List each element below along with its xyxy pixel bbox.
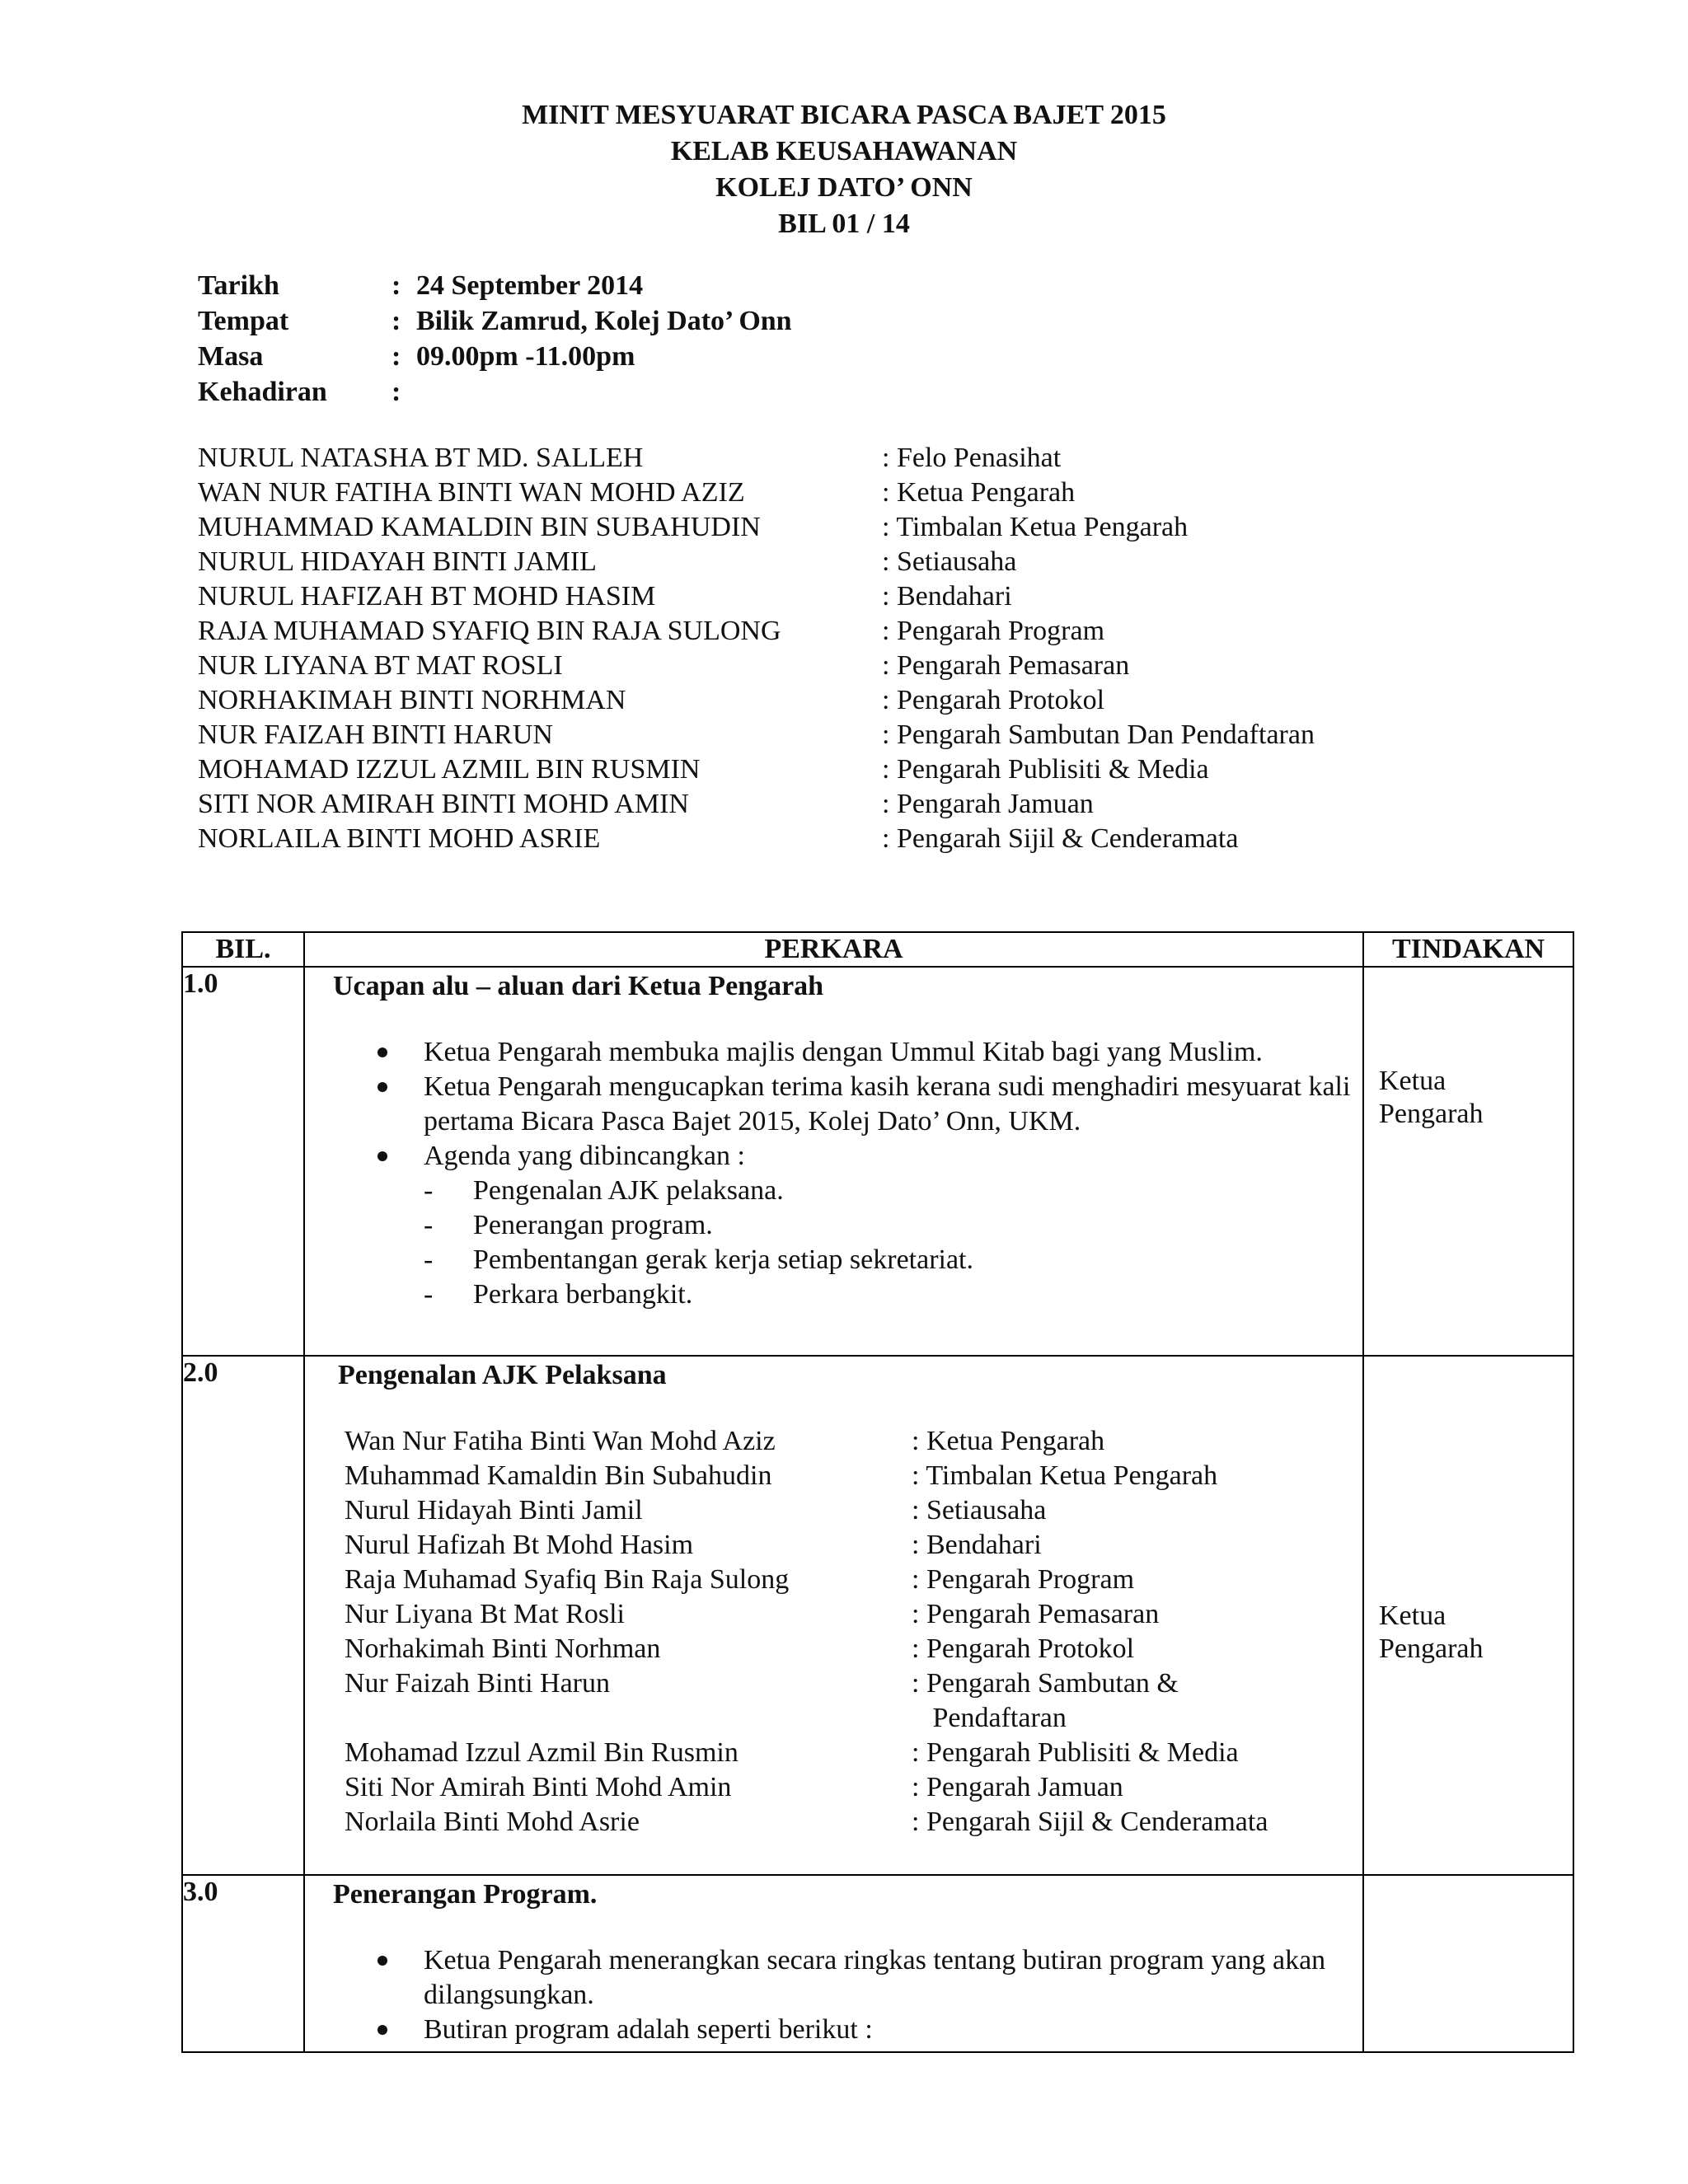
committee-row (345, 1459, 1362, 1493)
member-role: : Pengarah Program (912, 1564, 1135, 1595)
attendee-role: : Pengarah Publisiti & Media (882, 754, 1209, 785)
member-name: Raja Muhamad Syafiq Bin Raja Sulong (345, 1564, 790, 1595)
bullet-list (333, 1943, 1362, 2047)
table-header-row (182, 932, 1573, 967)
attendee-role: : Pengarah Program (882, 616, 1105, 646)
member-name: Nur Liyana Bt Mat Rosli (345, 1599, 625, 1629)
committee-row (345, 1528, 1362, 1563)
item-action (1363, 1356, 1573, 1875)
agenda-item: - Penerangan program. (473, 1208, 1362, 1243)
committee-row (345, 1493, 1362, 1528)
attendee-name: NORHAKIMAH BINTI NORHMAN (198, 685, 626, 715)
committee-list (338, 1424, 1362, 1840)
committee-row (345, 1632, 1362, 1666)
item-content (304, 1356, 1363, 1875)
item-content (304, 1875, 1363, 2052)
attendee-row (198, 718, 1315, 752)
item-title: Penerangan Program. (333, 1879, 598, 1910)
attendee-role: : Bendahari (882, 581, 1012, 612)
attendee-role: : Felo Penasihat (882, 443, 1062, 473)
tempat-value: Bilik Zamrud, Kolej Dato’ Onn (416, 306, 792, 336)
attendee-role: : Pengarah Protokol (882, 685, 1105, 715)
masa-label: Masa (198, 341, 264, 372)
attendee-name: NURUL HAFIZAH BT MOHD HASIM (198, 581, 656, 612)
agenda-item: - Pengenalan AJK pelaksana. (473, 1174, 1362, 1208)
attendee-role: : Ketua Pengarah (882, 477, 1076, 508)
member-name: Nurul Hafizah Bt Mohd Hasim (345, 1530, 694, 1560)
attendee-name: WAN NUR FATIHA BINTI WAN MOHD AZIZ (198, 477, 745, 508)
member-role: : Setiausaha (912, 1495, 1047, 1526)
attendee-role: : Timbalan Ketua Pengarah (882, 512, 1189, 542)
tarikh-label: Tarikh (198, 270, 279, 301)
meta-masa (198, 339, 792, 374)
item-action (1363, 967, 1573, 1356)
document-title (0, 97, 1688, 242)
title-line-1: MINIT MESYUARAT BICARA PASCA BAJET 2015 (522, 100, 1166, 130)
agenda-item: - Perkara berbangkit. (473, 1277, 1362, 1312)
member-role: Pendaftaran (912, 1703, 1067, 1733)
bullet-item: Ketua Pengarah membuka majlis dengan Ummul Kitab bagi yang Muslim. (424, 1035, 1362, 1070)
committee-row (345, 1563, 1362, 1597)
table-row (182, 1356, 1573, 1875)
attendee-role: : Pengarah Pemasaran (882, 650, 1130, 681)
attendee-name: RAJA MUHAMAD SYAFIQ BIN RAJA SULONG (198, 616, 781, 646)
member-name: Norlaila Binti Mohd Asrie (345, 1807, 640, 1837)
member-role: : Pengarah Publisiti & Media (912, 1737, 1239, 1768)
action-line: Pengarah (1379, 1099, 1484, 1129)
title-line-3: KOLEJ DATO’ ONN (715, 172, 973, 203)
attendee-row (198, 649, 1315, 683)
header-bil: BIL. (182, 932, 304, 967)
attendee-list (198, 441, 1315, 856)
member-role: : Bendahari (912, 1530, 1042, 1560)
attendee-name: NUR LIYANA BT MAT ROSLI (198, 650, 563, 681)
minutes-table (181, 931, 1574, 2053)
committee-row (345, 1701, 1362, 1736)
attendee-row (198, 579, 1315, 614)
header-tindakan: TINDAKAN (1363, 932, 1573, 967)
bullet-item: Ketua Pengarah menerangkan secara ringkas tentang butiran program yang akan dilangsungkan. (424, 1943, 1362, 2013)
attendee-role: : Pengarah Sijil & Cenderamata (882, 823, 1239, 854)
bullet-item: Butiran program adalah seperti berikut : (424, 2013, 1362, 2047)
committee-row (345, 1805, 1362, 1840)
colon: : (392, 270, 401, 301)
attendee-role: : Pengarah Sambutan Dan Pendaftaran (882, 719, 1315, 750)
committee-row (345, 1736, 1362, 1770)
member-role: : Ketua Pengarah (912, 1426, 1105, 1456)
agenda-list (424, 1174, 1362, 1312)
bullet-text: Agenda yang dibincangkan : (424, 1141, 745, 1171)
tempat-label: Tempat (198, 306, 289, 336)
table-row (182, 1875, 1573, 2052)
item-title: Ucapan alu – aluan dari Ketua Pengarah (333, 971, 824, 1001)
agenda-item: - Pembentangan gerak kerja setiap sekretariat. (473, 1243, 1362, 1277)
item-content (304, 967, 1363, 1356)
kehadiran-label: Kehadiran (198, 377, 327, 407)
attendee-role: : Pengarah Jamuan (882, 789, 1094, 819)
member-role: : Pengarah Sijil & Cenderamata (912, 1807, 1268, 1837)
attendee-row (198, 545, 1315, 579)
colon: : (392, 341, 401, 372)
masa-value: 09.00pm -11.00pm (416, 341, 635, 372)
item-action (1363, 1875, 1573, 2052)
member-name: Nur Faizah Binti Harun (345, 1668, 610, 1699)
member-name: Mohamad Izzul Azmil Bin Rusmin (345, 1737, 738, 1768)
attendee-role: : Setiausaha (882, 546, 1017, 577)
attendee-row (198, 683, 1315, 718)
attendee-name: NORLAILA BINTI MOHD ASRIE (198, 823, 601, 854)
member-role: : Pengarah Protokol (912, 1633, 1135, 1664)
attendee-row (198, 822, 1315, 856)
table-row (182, 967, 1573, 1356)
attendee-name: MOHAMAD IZZUL AZMIL BIN RUSMIN (198, 754, 701, 785)
committee-row (345, 1770, 1362, 1805)
meeting-details (198, 268, 792, 410)
attendee-row (198, 787, 1315, 822)
colon: : (392, 377, 401, 407)
attendee-row (198, 510, 1315, 545)
committee-row (345, 1597, 1362, 1632)
action-line: Pengarah (1379, 1633, 1484, 1664)
bullet-list (333, 1035, 1362, 1312)
member-role: : Pengarah Sambutan & (912, 1668, 1179, 1699)
item-number: 1.0 (182, 967, 304, 1356)
colon: : (392, 306, 401, 336)
item-title: Pengenalan AJK Pelaksana (338, 1360, 667, 1390)
title-line-2: KELAB KEUSAHAWANAN (670, 136, 1018, 166)
member-name: Norhakimah Binti Norhman (345, 1633, 661, 1664)
meta-tempat (198, 303, 792, 339)
member-role: : Timbalan Ketua Pengarah (912, 1460, 1218, 1491)
item-number: 3.0 (182, 1875, 304, 2052)
meta-tarikh (198, 268, 792, 303)
action-line: Ketua (1379, 1601, 1447, 1631)
member-name: Nurul Hidayah Binti Jamil (345, 1495, 643, 1526)
attendee-row (198, 752, 1315, 787)
attendee-row (198, 441, 1315, 476)
member-name (345, 1701, 912, 1736)
bullet-item: Ketua Pengarah mengucapkan terima kasih kerana sudi menghadiri mesyuarat kali pertama Bicara Pasca Bajet 2015, Kolej Dato’ Onn, UKM. (424, 1070, 1362, 1139)
header-perkara: PERKARA (304, 932, 1363, 967)
committee-row (345, 1424, 1362, 1459)
meta-kehadiran (198, 374, 792, 410)
item-number: 2.0 (182, 1356, 304, 1875)
title-line-4: BIL 01 / 14 (778, 209, 910, 239)
member-name: Muhammad Kamaldin Bin Subahudin (345, 1460, 772, 1491)
action-line: Ketua (1379, 1066, 1447, 1096)
attendee-row (198, 476, 1315, 510)
tarikh-value: 24 September 2014 (416, 270, 644, 301)
attendee-name: NURUL NATASHA BT MD. SALLEH (198, 443, 644, 473)
committee-row (345, 1666, 1362, 1701)
attendee-name: SITI NOR AMIRAH BINTI MOHD AMIN (198, 789, 689, 819)
attendee-name: MUHAMMAD KAMALDIN BIN SUBAHUDIN (198, 512, 761, 542)
member-name: Siti Nor Amirah Binti Mohd Amin (345, 1772, 732, 1802)
member-role: : Pengarah Pemasaran (912, 1599, 1160, 1629)
bullet-item (424, 1139, 1362, 1312)
member-role: : Pengarah Jamuan (912, 1772, 1123, 1802)
attendee-row (198, 614, 1315, 649)
attendee-name: NUR FAIZAH BINTI HARUN (198, 719, 553, 750)
attendee-name: NURUL HIDAYAH BINTI JAMIL (198, 546, 597, 577)
member-name: Wan Nur Fatiha Binti Wan Mohd Aziz (345, 1426, 776, 1456)
